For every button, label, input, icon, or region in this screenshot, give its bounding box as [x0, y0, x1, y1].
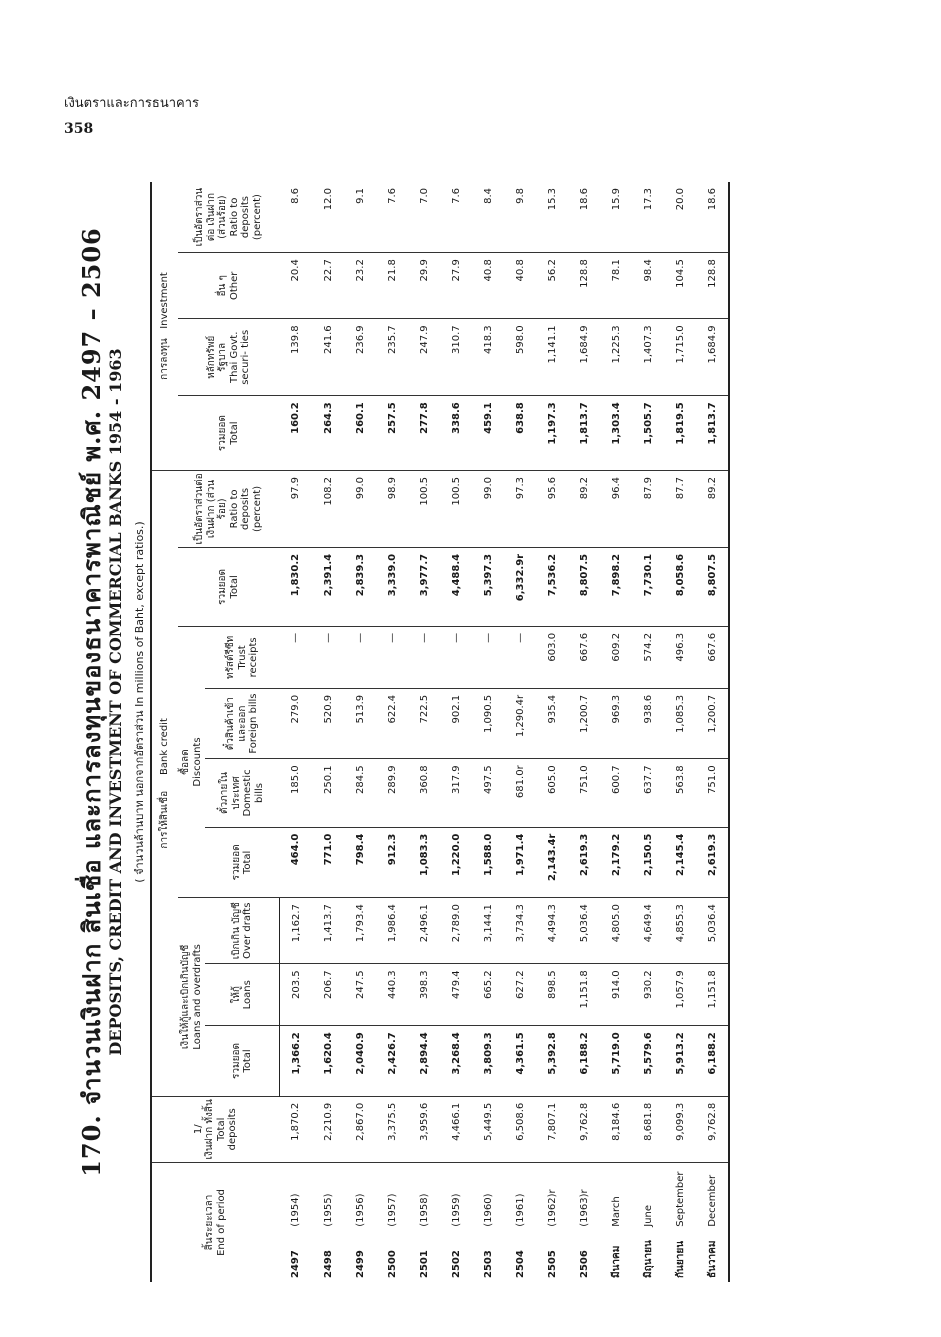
table-cell: 1,588.0: [472, 827, 504, 897]
table-cell: 600.7: [600, 759, 632, 827]
table-cell: 206.7: [312, 964, 344, 1026]
table-cell: 100.5: [440, 470, 472, 547]
table-cell: 95.6: [536, 470, 568, 547]
table-cell: —: [504, 626, 536, 688]
table-cell: 638.8: [504, 396, 536, 471]
govt-securities-header: หลักทรัพย์ รัฐบาล Thai Govt. securi- ties: [178, 319, 280, 396]
table-cell: 3,268.4: [440, 1026, 472, 1096]
table-cell: 1,505.7: [632, 396, 664, 471]
table-cell: 4,466.1: [440, 1096, 472, 1162]
table-cell: 260.1: [344, 396, 376, 471]
table-cell: 87.9: [632, 470, 664, 547]
table-cell: 7,536.2: [536, 547, 568, 626]
foreign-bills-header: ตั๋วสินค้าเข้า และออก Foreign bills: [205, 688, 280, 758]
table-cell: 2506: [578, 1250, 590, 1278]
investment-total-header: รวมยอด Total: [178, 396, 280, 471]
table-cell: ธันวาคม: [696, 1231, 729, 1282]
table-cell: 2,145.4: [664, 827, 696, 897]
credit-total-header: รวมยอด Total: [178, 547, 280, 626]
table-cell: 98.9: [376, 470, 408, 547]
table-cell: 96.4: [600, 470, 632, 547]
table-cell: 15.3: [536, 182, 568, 253]
loans-header: ให้กู้ Loans: [205, 964, 280, 1026]
table-cell: 104.5: [664, 253, 696, 319]
table-cell: 2497: [290, 1250, 302, 1278]
period-header: สิ้นระยะเวลา End of period: [151, 1162, 280, 1282]
table-cell: 4,361.5: [504, 1026, 536, 1096]
table-cell: —: [280, 626, 313, 688]
table-cell: 1,684.9: [568, 319, 600, 396]
table-cell: 9,762.8: [568, 1096, 600, 1162]
table-cell: 479.4: [440, 964, 472, 1026]
table-cell: 2,391.4: [312, 547, 344, 626]
table-cell: 6,188.2: [568, 1026, 600, 1096]
table-cell: 6,188.2: [696, 1026, 729, 1096]
table-unit-note: ( จำนวนล้านบาท นอกจากอัตราส่วน In millions of Baht, except ratios.): [133, 521, 146, 883]
table-cell: 279.0: [280, 688, 313, 758]
table-cell: 78.1: [600, 253, 632, 319]
table-cell: 914.0: [600, 964, 632, 1026]
table-cell: 1,200.7: [568, 688, 600, 758]
table-cell: 1,057.9: [664, 964, 696, 1026]
table-cell: 236.9: [344, 319, 376, 396]
table-cell: 250.1: [312, 759, 344, 827]
running-header: เงินตราและการธนาคาร: [64, 96, 199, 111]
table-cell: กันยายน: [674, 1240, 686, 1278]
table-cell: 622.4: [376, 688, 408, 758]
table-cell: 20.4: [280, 253, 313, 319]
table-cell: 1,971.4: [504, 827, 536, 897]
deposits-credit-investment-table: [150, 182, 730, 1282]
table-cell: 5,397.3: [472, 547, 504, 626]
table-cell: 7.0: [408, 182, 440, 253]
table-cell: 1,819.5: [664, 396, 696, 471]
table-row: [280, 182, 313, 1282]
table-cell: 665.2: [472, 964, 504, 1026]
table-row: [408, 182, 440, 1282]
table-cell: 7,898.2: [600, 547, 632, 626]
table-cell: 3,734.3: [504, 898, 536, 964]
table-cell: June: [642, 1204, 654, 1227]
table-cell: 1,085.3: [664, 688, 696, 758]
table-cell: 89.2: [568, 470, 600, 547]
table-cell: 9,762.8: [696, 1096, 729, 1162]
table-cell: 4,488.4: [440, 547, 472, 626]
table-cell: 496.3: [664, 626, 696, 688]
table-cell: 1,684.9: [696, 319, 729, 396]
table-cell: 360.8: [408, 759, 440, 827]
table-cell: 6,332.9r: [504, 547, 536, 626]
table-cell: 605.0: [536, 759, 568, 827]
table-cell: 241.6: [312, 319, 344, 396]
table-cell: 235.7: [376, 319, 408, 396]
table-cell: 8,681.8: [632, 1096, 664, 1162]
table-cell: 1,413.7: [312, 898, 344, 964]
table-cell: 277.8: [408, 396, 440, 471]
table-cell: 310.7: [440, 319, 472, 396]
table-cell: 264.3: [312, 396, 344, 471]
table-cell: 5,392.8: [536, 1026, 568, 1096]
table-row: [536, 182, 568, 1282]
table-cell: 464.0: [280, 827, 313, 897]
table-row: [664, 182, 696, 1282]
table-row: [376, 182, 408, 1282]
table-cell: 87.7: [664, 470, 696, 547]
table-cell: 99.0: [344, 470, 376, 547]
table-cell: 5,036.4: [696, 898, 729, 964]
table-cell: 56.2: [536, 253, 568, 319]
page-number: 358: [64, 121, 94, 137]
table-cell: 603.0: [536, 626, 568, 688]
table-cell: 15.9: [600, 182, 632, 253]
table-cell: 247.9: [408, 319, 440, 396]
table-cell: 598.0: [504, 319, 536, 396]
table-cell: 6,508.6: [504, 1096, 536, 1162]
overdrafts-header: เบิกเกิน บัญชี Over drafts: [205, 898, 280, 964]
table-row: [504, 182, 536, 1282]
table-cell: (1963)r: [578, 1189, 590, 1227]
table-cell: มิถุนายน: [642, 1240, 654, 1278]
table-cell: 1,870.2: [280, 1096, 313, 1162]
table-cell: March: [610, 1196, 622, 1227]
table-cell: 29.9: [408, 253, 440, 319]
table-row: [440, 182, 472, 1282]
table-cell: (1959): [450, 1193, 462, 1227]
table-cell: 751.0: [696, 759, 729, 827]
table-cell: 398.3: [408, 964, 440, 1026]
table-cell: 1,715.0: [664, 319, 696, 396]
table-row: [568, 182, 600, 1282]
table-cell: 18.6: [696, 182, 729, 253]
table-cell: 21.8: [376, 253, 408, 319]
table-cell: 7,807.1: [536, 1096, 568, 1162]
table-cell: 2,150.5: [632, 827, 664, 897]
discounts-group-header: ซื้อลด Discounts: [178, 626, 205, 897]
table-cell: (1961): [514, 1193, 526, 1227]
table-cell: 637.7: [632, 759, 664, 827]
table-row: [696, 182, 729, 1282]
table-cell: 418.3: [472, 319, 504, 396]
table-cell: 1,366.2: [280, 1026, 313, 1096]
table-cell: —: [408, 626, 440, 688]
table-cell: 938.6: [632, 688, 664, 758]
table-cell: 3,959.6: [408, 1096, 440, 1162]
table-cell: 5,579.6: [632, 1026, 664, 1096]
table-cell: 1,200.7: [696, 688, 729, 758]
table-cell: 667.6: [696, 626, 729, 688]
table-cell: 751.0: [568, 759, 600, 827]
table-cell: 513.9: [344, 688, 376, 758]
table-cell: (1962)r: [546, 1189, 558, 1227]
table-cell: 23.2: [344, 253, 376, 319]
table-cell: 2502: [450, 1250, 462, 1278]
table-cell: 289.9: [376, 759, 408, 827]
table-cell: 898.5: [536, 964, 568, 1026]
table-cell: 459.1: [472, 396, 504, 471]
table-cell: 284.5: [344, 759, 376, 827]
table-cell: —: [472, 626, 504, 688]
table-row: [344, 182, 376, 1282]
table-cell: 257.5: [376, 396, 408, 471]
table-cell: 89.2: [696, 470, 729, 547]
table-cell: 2,179.2: [600, 827, 632, 897]
table-cell: 5,036.4: [568, 898, 600, 964]
table-cell: 160.2: [280, 396, 313, 471]
table-cell: 1,813.7: [696, 396, 729, 471]
table-cell: 2505: [546, 1250, 558, 1278]
table-cell: 8,184.6: [600, 1096, 632, 1162]
table-cell: 722.5: [408, 688, 440, 758]
table-cell: 2,040.9: [344, 1026, 376, 1096]
table-cell: 771.0: [312, 827, 344, 897]
table-container: [150, 182, 730, 1282]
table-cell: 1,303.4: [600, 396, 632, 471]
table-cell: 1,793.4: [344, 898, 376, 964]
table-cell: (1954): [290, 1193, 302, 1227]
table-cell: 7.6: [376, 182, 408, 253]
table-row: [472, 182, 504, 1282]
table-cell: 497.5: [472, 759, 504, 827]
table-cell: 609.2: [600, 626, 632, 688]
table-cell: 969.3: [600, 688, 632, 758]
table-cell: 8,807.5: [696, 547, 729, 626]
table-cell: 930.2: [632, 964, 664, 1026]
table-cell: 5,913.2: [664, 1026, 696, 1096]
table-cell: 2,867.0: [344, 1096, 376, 1162]
table-cell: 18.6: [568, 182, 600, 253]
table-cell: 2,619.3: [568, 827, 600, 897]
credit-ratio-header: เป็นอัตราส่วนต่อ เงินฝาก (ส่วนร้อย) Ratio to deposits (percent): [178, 470, 280, 547]
table-cell: 1,090.5: [472, 688, 504, 758]
table-cell: 1,986.4: [376, 898, 408, 964]
table-cell: 20.0: [664, 182, 696, 253]
table-cell: 798.4: [344, 827, 376, 897]
table-title-english: DEPOSITS, CREDIT AND INVESTMENT OF COMMERCIAL BANKS 1954 - 1963: [106, 348, 125, 1056]
loans-group-header: เงินให้กู้และเบิกเกินบัญชี Loans and overdrafts: [178, 898, 205, 1097]
table-row: [600, 182, 632, 1282]
table-cell: 4,494.3: [536, 898, 568, 964]
table-cell: 1,813.7: [568, 396, 600, 471]
table-cell: —: [312, 626, 344, 688]
table-cell: (1955): [322, 1193, 334, 1227]
table-cell: 1,083.3: [408, 827, 440, 897]
table-cell: 2501: [418, 1250, 430, 1278]
table-cell: 40.8: [472, 253, 504, 319]
table-cell: 627.2: [504, 964, 536, 1026]
table-cell: 9.8: [504, 182, 536, 253]
table-cell: 3,977.7: [408, 547, 440, 626]
table-cell: มีนาคม: [610, 1245, 622, 1278]
table-cell: 520.9: [312, 688, 344, 758]
table-cell: 8,807.5: [568, 547, 600, 626]
table-cell: 2,619.3: [696, 827, 729, 897]
table-cell: 4,649.4: [632, 898, 664, 964]
investment-ratio-header: เป็นอัตราส่วนต่อ เงินฝาก (ส่วนร้อย) Ratio to deposits (percent): [178, 182, 280, 253]
table-cell: 667.6: [568, 626, 600, 688]
loans-total-header: รวมยอด Total: [205, 1026, 280, 1096]
discounts-total-header: รวมยอด Total: [205, 827, 280, 897]
investment-group-header: การลงทุน Investment: [151, 182, 178, 470]
table-cell: —: [376, 626, 408, 688]
table-cell: 7.6: [440, 182, 472, 253]
table-cell: 12.0: [312, 182, 344, 253]
table-cell: 2,143.4r: [536, 827, 568, 897]
deposits-header: 1/ เงินฝาก ทั้งสิ้น Total deposits: [151, 1096, 280, 1162]
table-cell: 1,290.4r: [504, 688, 536, 758]
table-cell: 1,162.7: [280, 898, 313, 964]
other-investment-header: อื่น ๆ Other: [178, 253, 280, 319]
table-cell: —: [440, 626, 472, 688]
table-cell: 5,449.5: [472, 1096, 504, 1162]
table-cell: (1956): [354, 1193, 366, 1227]
table-cell: 128.8: [696, 253, 729, 319]
table-cell: 4,805.0: [600, 898, 632, 964]
table-cell: 317.9: [440, 759, 472, 827]
table-cell: 912.3: [376, 827, 408, 897]
table-cell: 97.3: [504, 470, 536, 547]
table-cell: September: [674, 1171, 686, 1227]
table-cell: 902.1: [440, 688, 472, 758]
table-row: [312, 182, 344, 1282]
table-cell: (1958): [418, 1193, 430, 1227]
table-cell: 2498: [322, 1250, 334, 1278]
table-cell: 681.0r: [504, 759, 536, 827]
table-cell: 27.9: [440, 253, 472, 319]
table-cell: 3,339.0: [376, 547, 408, 626]
table-cell: 338.6: [440, 396, 472, 471]
table-cell: 9.1: [344, 182, 376, 253]
table-cell: 2,839.3: [344, 547, 376, 626]
table-cell: 99.0: [472, 470, 504, 547]
table-cell: 17.3: [632, 182, 664, 253]
table-cell: 8.6: [280, 182, 313, 253]
table-cell: 8,058.6: [664, 547, 696, 626]
table-cell: 40.8: [504, 253, 536, 319]
table-title-thai: 170. จำนวนเงินฝาก สินเชื่อ และการลงทุนของธนาคารพาณิชย์ พ.ศ. 2497 – 2506: [77, 227, 106, 1177]
table-cell: 1,141.1: [536, 319, 568, 396]
table-cell: 935.4: [536, 688, 568, 758]
table-cell: 203.5: [280, 964, 313, 1026]
table-cell: 5,719.0: [600, 1026, 632, 1096]
table-cell: 2503: [482, 1250, 494, 1278]
table-cell: 98.4: [632, 253, 664, 319]
table-cell: 128.8: [568, 253, 600, 319]
table-row: [632, 182, 664, 1282]
table-cell: 3,144.1: [472, 898, 504, 964]
table-cell: 2504: [514, 1250, 526, 1278]
credit-group-header: การให้สินเชื่อ Bank credit: [151, 470, 178, 1096]
table-cell: 22.7: [312, 253, 344, 319]
table-cell: 4,855.3: [664, 898, 696, 964]
table-cell: 9,099.3: [664, 1096, 696, 1162]
table-cell: 108.2: [312, 470, 344, 547]
rotated-table-page: [72, 122, 872, 1282]
table-cell: 2499: [354, 1250, 366, 1278]
table-cell: 1,407.3: [632, 319, 664, 396]
table-cell: 1,830.2: [280, 547, 313, 626]
table-cell: (1960): [482, 1193, 494, 1227]
table-cell: 1,197.3: [536, 396, 568, 471]
trust-receipts-header: ทรัสต์รีซีท Trust receipts: [205, 626, 280, 688]
table-cell: 2,496.1: [408, 898, 440, 964]
table-cell: 1,151.8: [696, 964, 729, 1026]
table-cell: 1,620.4: [312, 1026, 344, 1096]
table-cell: 139.8: [280, 319, 313, 396]
table-cell: 2,894.4: [408, 1026, 440, 1096]
table-cell: December: [696, 1162, 729, 1230]
table-cell: 563.8: [664, 759, 696, 827]
table-cell: 247.5: [344, 964, 376, 1026]
table-cell: 440.3: [376, 964, 408, 1026]
table-cell: 1,220.0: [440, 827, 472, 897]
table-cell: 100.5: [408, 470, 440, 547]
table-cell: 574.2: [632, 626, 664, 688]
table-cell: 2,426.7: [376, 1026, 408, 1096]
table-cell: 3,375.5: [376, 1096, 408, 1162]
table-cell: 2,789.0: [440, 898, 472, 964]
table-cell: —: [344, 626, 376, 688]
table-cell: 3,809.3: [472, 1026, 504, 1096]
table-cell: 185.0: [280, 759, 313, 827]
table-cell: 1,151.8: [568, 964, 600, 1026]
table-cell: 2,210.9: [312, 1096, 344, 1162]
table-cell: 1,225.3: [600, 319, 632, 396]
table-cell: 8.4: [472, 182, 504, 253]
table-cell: (1957): [386, 1193, 398, 1227]
domestic-bills-header: ตั๋วภายใน ประเทศ Domestic bills: [205, 759, 280, 827]
table-cell: 2500: [386, 1250, 398, 1278]
table-cell: 97.9: [280, 470, 313, 547]
table-cell: 7,730.1: [632, 547, 664, 626]
